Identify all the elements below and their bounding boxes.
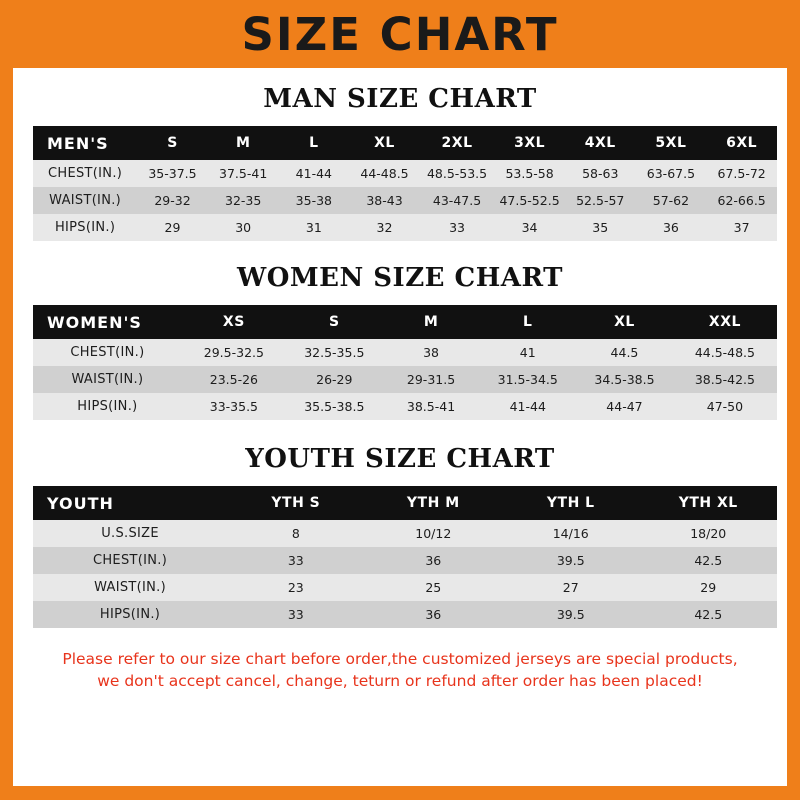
men-header-label: MEN'S xyxy=(33,126,137,160)
men-header-l: L xyxy=(279,126,350,160)
row-label: HIPS(IN.) xyxy=(54,220,116,235)
cell: 41 xyxy=(519,345,536,360)
cell: 38-43 xyxy=(366,193,403,208)
youth-header-s: YTH S xyxy=(227,486,364,520)
cell: 37 xyxy=(733,220,750,235)
cell: 38 xyxy=(423,345,439,360)
cell: 36 xyxy=(425,607,442,622)
table-row xyxy=(33,366,777,393)
cell: 62-66.5 xyxy=(717,193,766,208)
cell: 33 xyxy=(449,220,465,235)
cell: 42.5 xyxy=(694,553,723,568)
cell: 14/16 xyxy=(552,526,589,541)
cell: 23.5-26 xyxy=(209,372,258,387)
women-header-xs: XS xyxy=(182,305,286,339)
cell: 31 xyxy=(305,220,322,235)
table-row xyxy=(33,547,777,574)
cell: 33-35.5 xyxy=(209,399,258,414)
row-label: U.S.SIZE xyxy=(101,526,159,541)
cell: 52.5-57 xyxy=(576,193,625,208)
men-header-m: M xyxy=(208,126,279,160)
men-header-5xl: 5XL xyxy=(636,126,707,160)
cell: 41-44 xyxy=(295,166,332,181)
women-header-l: L xyxy=(479,305,576,339)
youth-header-xl: YTH XL xyxy=(639,486,777,520)
row-label: WAIST(IN.) xyxy=(71,372,144,387)
cell: 18/20 xyxy=(690,526,727,541)
men-header-2xl: 2XL xyxy=(420,126,494,160)
table-row xyxy=(33,393,777,420)
women-section-title: WOMEN SIZE CHART xyxy=(237,263,563,293)
table-row xyxy=(33,601,777,628)
cell: 35-38 xyxy=(295,193,332,208)
cell: 26-29 xyxy=(316,372,353,387)
youth-header-l: YTH L xyxy=(502,486,639,520)
men-header-s: S xyxy=(137,126,208,160)
cell: 34.5-38.5 xyxy=(594,372,655,387)
men-section-title: MAN SIZE CHART xyxy=(263,84,537,114)
row-label: HIPS(IN.) xyxy=(99,607,161,622)
youth-section-title: YOUTH SIZE CHART xyxy=(245,444,555,474)
women-header-xl: XL xyxy=(576,305,673,339)
cell: 67.5-72 xyxy=(717,166,766,181)
bottom-accent-bar xyxy=(0,786,800,800)
table-header-row xyxy=(33,305,777,339)
footer-line-2: we don't accept cancel, change, teturn or refund after order has been placed! xyxy=(97,672,703,691)
cell: 44-47 xyxy=(606,399,643,414)
chart-content xyxy=(13,84,787,693)
cell: 41-44 xyxy=(509,399,546,414)
men-header-3xl: 3XL xyxy=(494,126,565,160)
footer-line-1: Please refer to our size chart before order,the customized jerseys are special products, xyxy=(62,650,738,668)
cell: 33 xyxy=(287,553,304,568)
cell: 39.5 xyxy=(556,607,585,622)
cell: 8 xyxy=(291,526,300,541)
cell: 63-67.5 xyxy=(646,166,696,181)
cell: 44.5-48.5 xyxy=(694,345,755,360)
cell: 48.5-53.5 xyxy=(426,166,488,181)
cell: 34 xyxy=(521,220,538,235)
men-header-6xl: 6XL xyxy=(706,126,777,160)
cell: 23 xyxy=(287,580,304,595)
table-row xyxy=(33,574,777,601)
cell: 47.5-52.5 xyxy=(499,193,560,208)
table-row xyxy=(33,339,777,366)
cell: 35-37.5 xyxy=(148,166,197,181)
cell: 38.5-41 xyxy=(406,399,456,414)
table-row xyxy=(33,520,777,547)
cell: 58-63 xyxy=(582,166,619,181)
row-label: HIPS(IN.) xyxy=(77,399,138,414)
women-header-m: M xyxy=(383,305,480,339)
men-size-table xyxy=(33,126,777,241)
cell: 57-62 xyxy=(652,193,690,208)
women-size-table xyxy=(33,305,777,420)
cell: 32.5-35.5 xyxy=(304,345,365,360)
women-header-label: WOMEN'S xyxy=(33,305,182,339)
women-header-xxl: XXL xyxy=(673,305,777,339)
cell: 38.5-42.5 xyxy=(694,372,755,387)
cell: 36 xyxy=(425,553,442,568)
youth-header-label: YOUTH xyxy=(33,486,227,520)
row-label: CHEST(IN.) xyxy=(48,166,123,181)
cell: 32-35 xyxy=(225,193,262,208)
cell: 44-48.5 xyxy=(360,166,409,181)
page-title: SIZE CHART xyxy=(241,7,559,61)
cell: 33 xyxy=(287,607,304,622)
cell: 29.5-32.5 xyxy=(203,345,264,360)
cell: 44.5 xyxy=(610,345,639,360)
cell: 30 xyxy=(235,220,252,235)
table-row xyxy=(33,160,777,187)
footer-note xyxy=(33,648,767,693)
table-header-row xyxy=(33,486,777,520)
cell: 35 xyxy=(592,220,609,235)
cell: 29-31.5 xyxy=(406,372,456,387)
cell: 25 xyxy=(425,580,442,595)
cell: 29-32 xyxy=(154,193,191,208)
cell: 27 xyxy=(562,580,579,595)
row-label: WAIST(IN.) xyxy=(94,580,166,595)
row-label: WAIST(IN.) xyxy=(49,193,122,208)
cell: 31.5-34.5 xyxy=(497,372,558,387)
cell: 42.5 xyxy=(694,607,723,622)
cell: 36 xyxy=(662,220,679,235)
cell: 37.5-41 xyxy=(219,166,268,181)
youth-size-table xyxy=(33,486,777,628)
cell: 32 xyxy=(376,220,393,235)
table-row xyxy=(33,187,777,214)
cell: 43-47.5 xyxy=(432,193,482,208)
table-row xyxy=(33,214,777,241)
men-header-xl: XL xyxy=(349,126,420,160)
cell: 53.5-58 xyxy=(505,166,554,181)
row-label: CHEST(IN.) xyxy=(70,345,145,360)
cell: 29 xyxy=(164,220,181,235)
row-label: CHEST(IN.) xyxy=(92,553,168,568)
page-header xyxy=(0,0,800,68)
cell: 29 xyxy=(700,580,717,595)
cell: 35.5-38.5 xyxy=(304,399,365,414)
women-header-s: S xyxy=(286,305,383,339)
cell: 10/12 xyxy=(415,526,452,541)
cell: 47-50 xyxy=(706,399,744,414)
men-header-4xl: 4XL xyxy=(565,126,636,160)
table-header-row xyxy=(33,126,777,160)
youth-header-m: YTH M xyxy=(365,486,502,520)
cell: 39.5 xyxy=(556,553,585,568)
